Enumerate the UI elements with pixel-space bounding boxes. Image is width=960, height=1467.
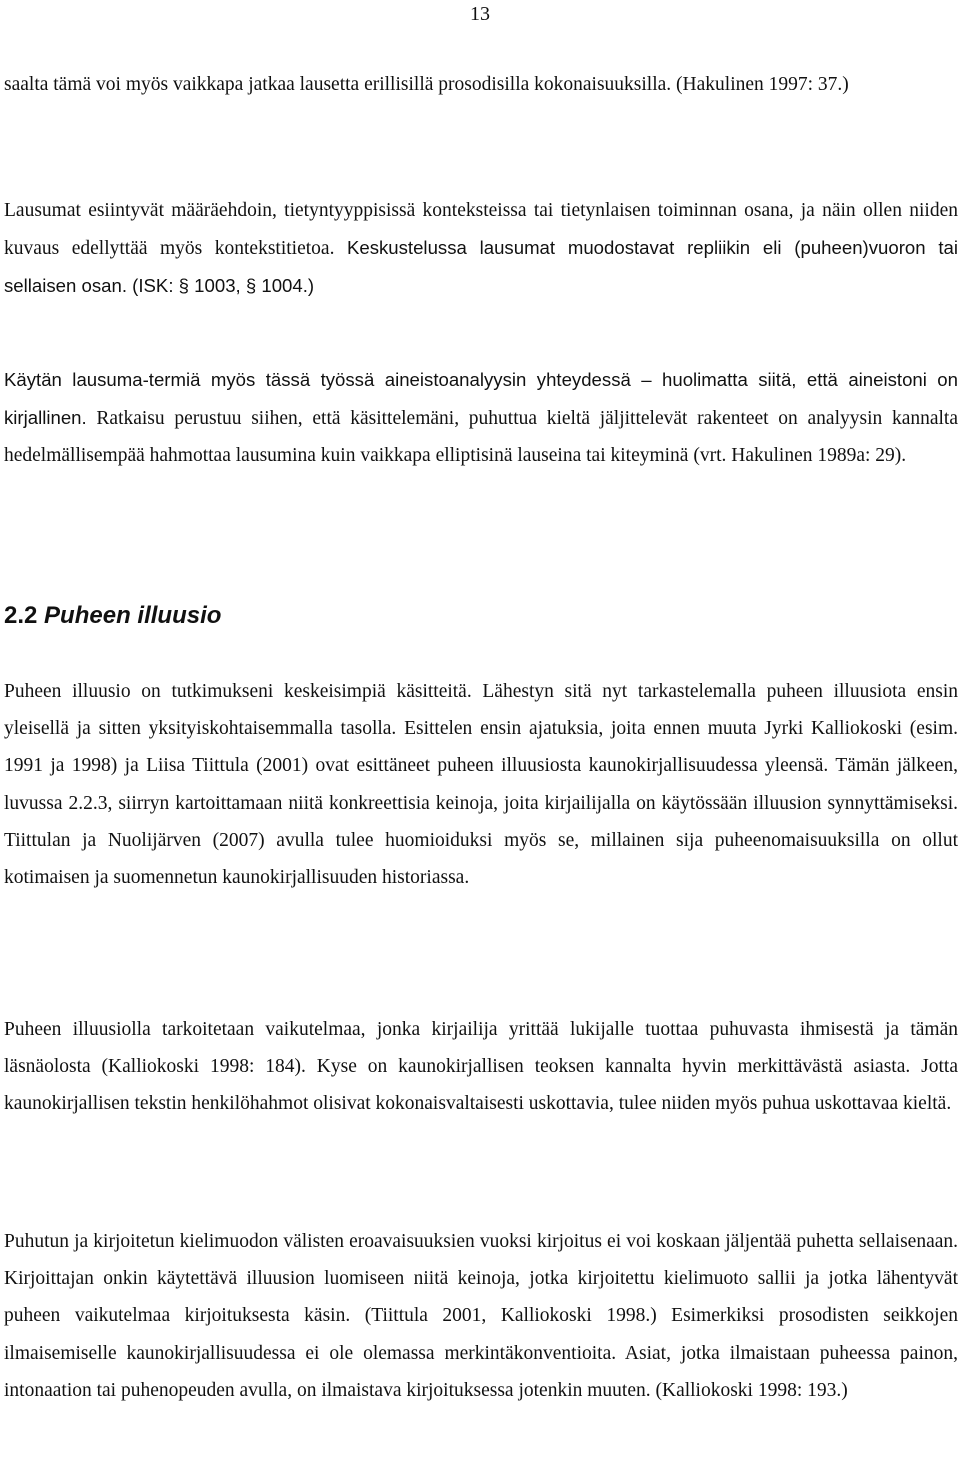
paragraph-text: saalta tämä voi myös vaikkapa jatkaa lausetta erillisillä prosodisilla kokonaisuuksilla. (Hakulinen 1997: 37.) [4,74,849,95]
paragraph-2 [4,192,958,306]
section-heading [4,600,221,632]
paragraph-text-sans: Keskustelussa lausumat muodostavat repliikin eli (puheen)vuoron tai sellaisen osan. (ISK: § 1003, § 1004.) [4,237,958,297]
paragraph-3 [4,361,958,475]
paragraph-text: Puheen illuusiolla tarkoitetaan vaikutelmaa, jonka kirjailija yrittää lukijalle tuottaa puhuvasta ihmisestä ja tämän läsnäolosta (Kalliokoski 1998: 184). Kyse on kaunokirjallisen teoksen kannalta hyvin merkittävästä asiasta. Jotta kaunokirjallisen tekstin henkilöhahmot olisivat kokonaisvaltaisesti uskottavia, tulee niiden myös puhua uskottavaa kieltä. [4,1019,958,1115]
paragraph-text: Puhutun ja kirjoitetun kielimuodon välisten eroavaisuuksien vuoksi kirjoitus ei voi koskaan jäljentää puhetta sellaisenaan. Kirjoittajan onkin käytettävä illuusion luomiseen niitä keinoja, jotka kirjoitettu kielimuoto sallii ja jotka lähentyvät puheen vaikutelmaa kirjoituksesta käsin. (Tiittula 2001, Kalliokoski 1998.) Esimerkiksi prosodisten seikkojen ilmaisemiselle kaunokirjallisuudessa ei ole olemassa merkintäkonventioita. Asiat, jotka ilmaistaan puheessa painon, intonaation tai puhenopeuden avulla, on ilmaistava kirjoituksessa jotenkin muuten. (Kalliokoski 1998: 193.) [4,1231,958,1401]
page-number: 13 [470,3,490,25]
paragraph-text: Ratkaisu perustuu siihen, että käsittelemäni, puhuttua kieltä jäljittelevät rakenteet on analyysin kannalta hedelmällisempää hahmottaa lausumina kuin vaikkapa elliptisinä lauseina tai kiteyminä (vrt. Hakulinen 1989a: 29). [4,408,959,467]
paragraph-text: Puheen illuusio on tutkimukseni keskeisimpiä käsitteitä. Lähestyn sitä nyt tarkastelemalla puheen illuusiota ensin yleisellä ja sitten yksityiskohtaisemmalla tasolla. Esittelen ensin ajatuksia, joita ennen muuta Jyrki Kalliokoski (esim. 1991 ja 1998) ja Liisa Tiittula (2001) ovat esittäneet puheen illuusiosta kaunokirjallisuudessa yleensä. Tämän jälkeen, luvussa 2.2.3, siirryn kartoittamaan niitä konkreettisia keinoja, joita kirjailijalla on käytössään illuusion synnyttämiseksi. Tiittulan ja Nuolijärven (2007) avulla tulee huomioiduksi myös se, millainen sija puheenomaisuuksilla on ollut kotimaisen ja suomennetun kaunokirjallisuuden historiassa. [4,681,958,889]
paragraph-6 [4,1223,958,1409]
section-title: Puheen illuusio [44,602,222,629]
paragraph-5 [4,1011,958,1123]
paragraph-1 [4,66,958,103]
paragraph-4 [4,673,958,896]
section-number: 2.2 [4,602,38,629]
paragraph-text: Lausumat esiintyvät määräehdoin, tietyntyyppisissä konteksteissa tai tietynlaisen toiminnan osana, ja näin ollen niiden kuvaus edellyttää myös kontekstitietoa. [4,200,958,260]
paragraph-text-sans: Käytän lausuma-termiä myös tässä työssä aineistoanalyysin yhteydessä – huolimatta siitä, että aineistoni on kirjallinen. [4,369,958,429]
